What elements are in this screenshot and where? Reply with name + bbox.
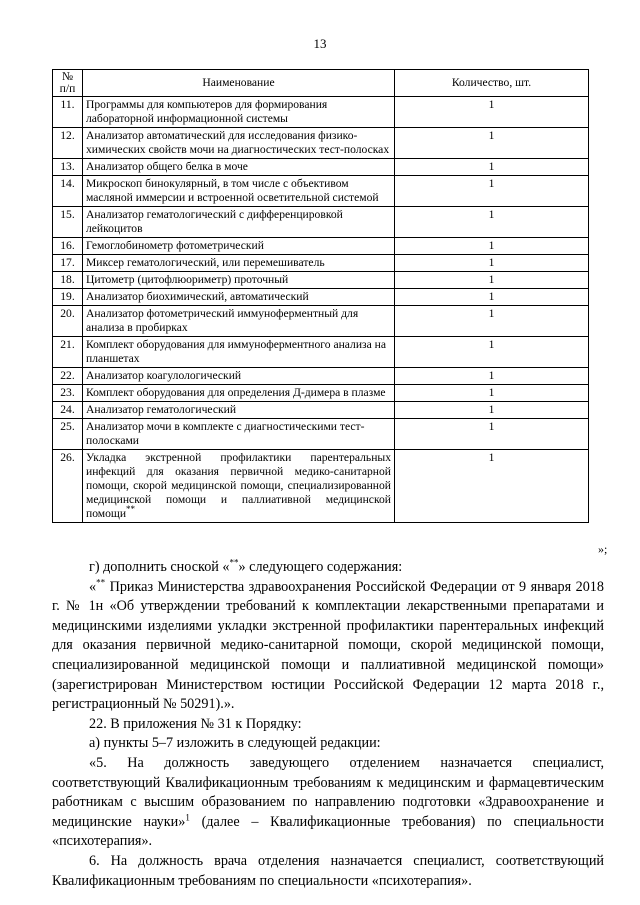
paragraph-22a: а) пункты 5–7 изложить в следующей редакции: [89,735,381,752]
row-number: 14. [53,176,83,207]
row-quantity: 1 [395,176,589,207]
row-quantity: 1 [395,289,589,306]
row-number: 12. [53,128,83,159]
table-row [53,97,589,128]
row-quantity: 1 [395,272,589,289]
table-closing-quote: »; [598,542,608,556]
row-quantity: 1 [395,306,589,337]
table-row [53,419,589,450]
row-quantity: 1 [395,207,589,238]
row-number: 22. [53,368,83,385]
row-number: 24. [53,402,83,419]
row-number: 18. [53,272,83,289]
row-name: Анализатор гематологический с дифференцировкой лейкоцитов [83,207,395,238]
row-name: Гемоглобинометр фотометрический [83,238,395,255]
row-name: Анализатор биохимический, автоматический [83,289,395,306]
table-row [53,159,589,176]
table-row [53,238,589,255]
row-quantity: 1 [395,337,589,368]
page-number: 13 [313,36,327,51]
row-quantity: 1 [395,97,589,128]
row-name: Комплект оборудования для определения Д-димера в плазме [83,385,395,402]
row-name: Анализатор автоматический для исследования физико-химических свойств мочи на диагностических тест-полосках [83,128,395,159]
table-row [53,289,589,306]
row-name: Комплект оборудования для иммуноферментного анализа на планшетах [83,337,395,368]
equipment-table [52,69,589,523]
row-name: Микроскоп бинокулярный, в том числе с объективом масляной иммерсии и встроенной осветительной системой [83,176,395,207]
table-row [53,272,589,289]
row-number: 13. [53,159,83,176]
row-number: 11. [53,97,83,128]
row-quantity: 1 [395,402,589,419]
row-quantity: 1 [395,128,589,159]
row-number: 15. [53,207,83,238]
row-number: 20. [53,306,83,337]
header-qty: Количество, шт. [395,70,589,97]
row-name: Анализатор гематологический [83,402,395,419]
table-row [53,176,589,207]
table-row [53,337,589,368]
table-row [53,402,589,419]
table-row [53,207,589,238]
paragraph-footnote-text: «** Приказ Министерства здравоохранения Российской Федерации от 9 января 2018 г. № 1н «Об утверждении требований к комплектации лекарственными препаратами и медицинскими изделиями укладки экстренной профилактики парентеральных инфекций для оказания первичной медико-санитарной помощи, скорой медицинской помощи, специализированной медицинской помощи и паллиативной медицинской помощи» (зарегистрирован Министерством юстиции Российской Федерации 12 марта 2018 г., регистрационный № 50291).». [52,576,604,713]
row-name: Программы для компьютеров для формирования лабораторной информационной системы [83,97,395,128]
table-row [53,128,589,159]
row-number: 21. [53,337,83,368]
row-name: Анализатор фотометрический иммуноферментный для анализа в пробирках [83,306,395,337]
row-number: 16. [53,238,83,255]
table-row [53,385,589,402]
table-row [53,450,589,523]
row-name: Укладка экстренной профилактики парентеральных инфекций для оказания первичной медико-санитарной помощи, скорой медицинской помощи, специализированной медицинской помощи и паллиативной медицинской помощи** [83,450,395,523]
row-name: Анализатор общего белка в моче [83,159,395,176]
row-quantity: 1 [395,159,589,176]
row-quantity: 1 [395,255,589,272]
table-header-row [53,70,589,97]
body-text [52,558,604,891]
row-quantity: 1 [395,419,589,450]
table-row [53,255,589,272]
row-number: 26. [53,450,83,523]
paragraph-22: 22. В приложения № 31 к Порядку: [89,715,302,732]
table-row [53,368,589,385]
paragraph-footnote-intro: г) дополнить сноской «**» следующего содержания: [89,557,403,575]
header-name: Наименование [83,70,395,97]
paragraph-item-5: «5. На должность заведующего отделением назначается специалист, соответствующий Квалификационным требованиям к медицинским и фармацевтическим работникам с высшим образованием по направлению подготовки «Здравоохранение и медицинские науки»$^1$ (далее – Квалификационные требования) по специальности «психотерапия». [52,754,604,850]
row-number: 17. [53,255,83,272]
row-name: Миксер гематологический, или перемешиватель [83,255,395,272]
row-quantity: 1 [395,450,589,523]
row-number: 23. [53,385,83,402]
header-num: № п/п [53,70,83,97]
row-name: Цитометр (цитофлюориметр) проточный [83,272,395,289]
row-quantity: 1 [395,385,589,402]
row-name: Анализатор мочи в комплекте с диагностическими тест-полосками [83,419,395,450]
paragraph-item-6: 6. На должность врача отделения назначается специалист, соответствующий Квалификационным требованиям по специальности «психотерапия». [52,852,604,889]
row-number: 25. [53,419,83,450]
row-name: Анализатор коагулологический [83,368,395,385]
row-number: 19. [53,289,83,306]
row-quantity: 1 [395,238,589,255]
table-row [53,306,589,337]
row-quantity: 1 [395,368,589,385]
